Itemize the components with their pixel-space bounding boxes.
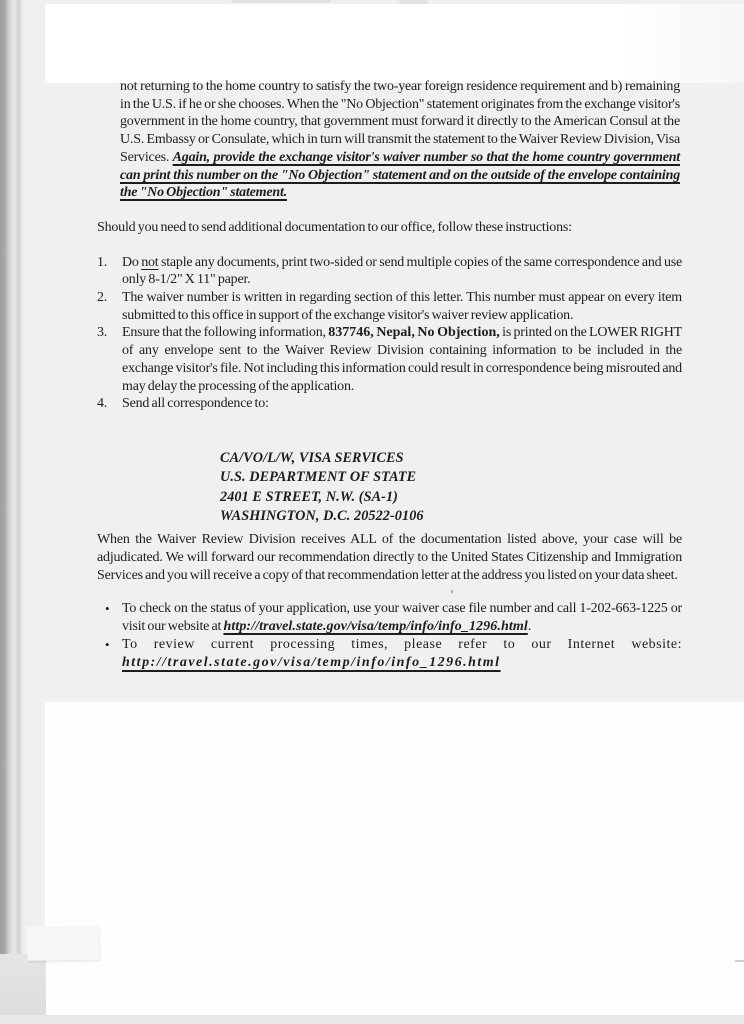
status-check-text: To check on the status of your application, use your waiver case file number and call 1-202-663-1225 or visit our website at http://travel.state.gov/visa/temp/info/info_1296.html. — [122, 601, 682, 634]
scan-smudge — [399, 0, 428, 4]
item-number: 1. — [97, 254, 108, 270]
mailing-address-block — [220, 449, 682, 526]
item-number: 4. — [97, 396, 108, 412]
scan-smudge — [231, 0, 331, 3]
address-line-3: 2401 E STREET, N.W. (SA-1) — [220, 488, 399, 505]
processing-line: To review current processing times, please refer to our Internet website: — [122, 636, 682, 652]
stray-mark: ' — [451, 587, 453, 601]
address-line-1: CA/VO/L/W, VISA SERVICES — [220, 449, 404, 466]
numbered-instructions-list — [97, 254, 682, 413]
contact-bullets — [97, 600, 682, 672]
item-text: Send all correspondence to: — [122, 396, 269, 412]
address-line-4: WASHINGTON, D.C. 20522-0106 — [220, 507, 424, 524]
instructions-lead: Should you need to send additional documentation to our office, follow these instructions: — [97, 219, 572, 235]
scan-left-edge — [0, 0, 24, 1024]
instruction-item-4 — [97, 395, 682, 413]
scan-edge-artifact — [735, 960, 744, 962]
top-redaction-block — [45, 4, 744, 83]
processing-times-text — [122, 636, 682, 672]
address-line-2: U.S. DEPARTMENT OF STATE — [220, 469, 417, 486]
bullet-icon: • — [105, 636, 110, 652]
item-text: The waiver number is written in regarding section of this letter. This number must appear on every item submitted to this office in support of the exchange visitor's waiver review application. — [122, 290, 682, 323]
item-text: Ensure that the following information, 837746, Nepal, No Objection, is printed on the LOWER RIGHT of any envelope sent to the Waiver Review Division containing information to be included in the exchange visitor's file. Not including this information could result in correspondence being misrouted and may delay the processing of the application. — [122, 325, 682, 394]
underlined-word: not — [141, 254, 159, 270]
intro-text: not returning to the home country to satisfy the two-year foreign residence requirement and b) remaining in the U.S. if he or she chooses. When the "No Objection" statement originates from the exchange visitor's government in the home country, that government must forward it directly to the American Consul at the U.S. Embassy or Consulate, which in turn will transmit the statement to the Waiver Review Division, Visa Services. — [120, 79, 680, 165]
instruction-item-3 — [97, 324, 682, 395]
instruction-item-2 — [97, 289, 682, 324]
item-number: 3. — [97, 325, 108, 341]
underlying-page-corner — [27, 925, 100, 961]
intro-paragraph — [120, 78, 680, 202]
item-number: 2. — [97, 290, 108, 306]
scan-bottom-edge — [0, 1015, 744, 1024]
status-bullet-item — [97, 600, 682, 635]
processing-url: http://travel.state.gov/visa/temp/info/info_1296.html — [122, 655, 501, 671]
emphasized-instruction: Again, provide the exchange visitor's waiver number so that the home country government can print this number on the "No Objection" statement and on the outside of the envelope containing the "No Objection" statement. — [120, 149, 680, 201]
website-url: http://travel.state.gov/visa/temp/info/info_1296.html — [223, 618, 528, 634]
item-text: Do not staple any documents, print two-sided or send multiple copies of the same correspondence and use only 8-1/2" X 11" paper. — [122, 254, 683, 288]
bullet-icon: • — [105, 601, 110, 617]
scan-bottom-left-shadow — [0, 954, 46, 1024]
adjudication-paragraph: When the Waiver Review Division receives ALL of the documentation listed above, your case will be adjudicated. We will forward our recommendation directly to the United States Citizenship and Immigration Services and you will receive a copy of that recommendation letter at the address you listed on your data sheet. — [97, 532, 682, 583]
letter-body — [97, 78, 682, 672]
bottom-redaction-block — [45, 702, 744, 1015]
processing-bullet-item — [97, 636, 682, 672]
instruction-item-1 — [97, 254, 682, 289]
case-number-text: 837746, Nepal, No Objection, — [328, 325, 500, 341]
